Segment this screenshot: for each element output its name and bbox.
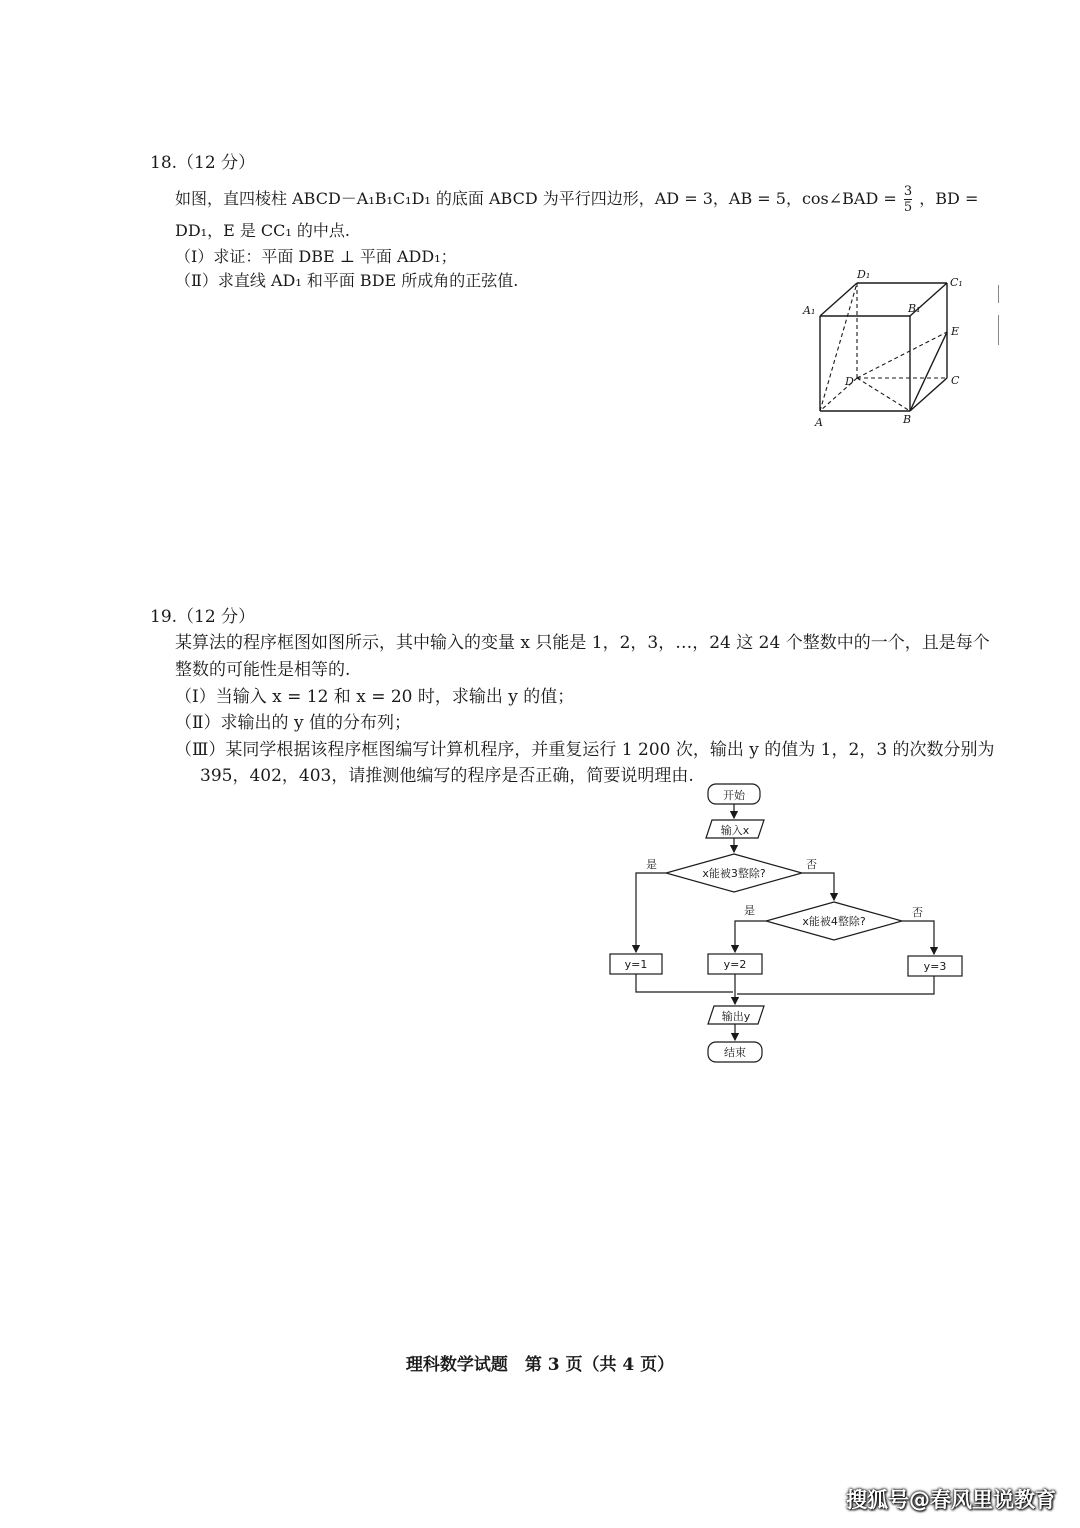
flow-cond1: x能被3整除? bbox=[702, 867, 766, 880]
label-D: D bbox=[845, 375, 854, 388]
flow-start: 开始 bbox=[723, 789, 745, 802]
q18-frac-num: 3 bbox=[903, 184, 913, 199]
flow-no-1: 否 bbox=[806, 858, 817, 871]
flow-yes-2: 是 bbox=[744, 904, 755, 917]
q18-line-1 bbox=[175, 184, 978, 215]
flow-end: 结束 bbox=[724, 1046, 746, 1059]
q19-line-2: 整数的可能性是相等的. bbox=[175, 660, 351, 680]
q18-part-1: （Ⅰ）求证：平面 DBE ⊥ 平面 ADD₁； bbox=[175, 247, 457, 266]
q19-part-2: （Ⅱ）求输出的 y 值的分布列； bbox=[175, 713, 411, 733]
q18-header: 18.（12 分） bbox=[150, 153, 256, 173]
flow-yes-1: 是 bbox=[646, 858, 657, 871]
q18-line-1-tail: ，BD = bbox=[919, 189, 979, 208]
label-A: A bbox=[815, 416, 823, 429]
flow-output: 输出y bbox=[721, 1010, 751, 1023]
prism-figure bbox=[795, 268, 980, 433]
q19-part-1: （Ⅰ）当输入 x = 12 和 x = 20 时，求输出 y 的值； bbox=[175, 687, 575, 707]
label-B: B bbox=[903, 413, 912, 426]
flowchart bbox=[600, 780, 980, 1070]
flow-y1: y=1 bbox=[624, 958, 648, 971]
page-footer: 理科数学试题 第 3 页（共 4 页） bbox=[405, 1355, 675, 1375]
flow-no-2: 否 bbox=[912, 906, 923, 919]
q19-part-3-cont: 395，402，403，请推测他编写的程序是否正确，简要说明理由. bbox=[200, 766, 694, 786]
label-A1: A₁ bbox=[803, 304, 816, 317]
flow-cond2: x能被4整除? bbox=[802, 915, 866, 928]
q19-line-1: 某算法的程序框图如图所示，其中输入的变量 x 只能是 1，2，3，…，24 这 24 个整数中的一个，且是每个 bbox=[175, 633, 990, 653]
q18-part-2: （Ⅱ）求直线 AD₁ 和平面 BDE 所成角的正弦值. bbox=[175, 271, 519, 290]
flow-y3: y=3 bbox=[923, 960, 947, 973]
label-C1: C₁ bbox=[950, 276, 963, 289]
q18-line-2: DD₁，E 是 CC₁ 的中点. bbox=[175, 221, 350, 240]
q19-header: 19.（12 分） bbox=[150, 607, 256, 627]
label-E: E bbox=[951, 325, 960, 338]
flow-y2: y=2 bbox=[723, 958, 747, 971]
label-D1: D₁ bbox=[857, 268, 871, 281]
q19-part-3: （Ⅲ）某同学根据该程序框图编写计算机程序，并重复运行 1 200 次，输出 y 的值为 1，2，3 的次数分别为 bbox=[175, 740, 995, 760]
flow-input: 输入x bbox=[720, 824, 750, 837]
q18-fraction bbox=[904, 184, 912, 215]
q18-frac-den: 5 bbox=[903, 200, 913, 215]
q18-line-1-text: 如图，直四棱柱 ABCD－A₁B₁C₁D₁ 的底面 ABCD 为平行四边形，AD = 3，AB = 5，cos∠BAD = bbox=[175, 189, 902, 208]
watermark: 搜狐号@春风里说教育 bbox=[846, 1488, 1056, 1512]
label-C: C bbox=[951, 374, 960, 387]
scan-mark bbox=[998, 315, 999, 345]
label-B1: B₁ bbox=[908, 302, 921, 315]
scan-mark bbox=[998, 285, 999, 303]
